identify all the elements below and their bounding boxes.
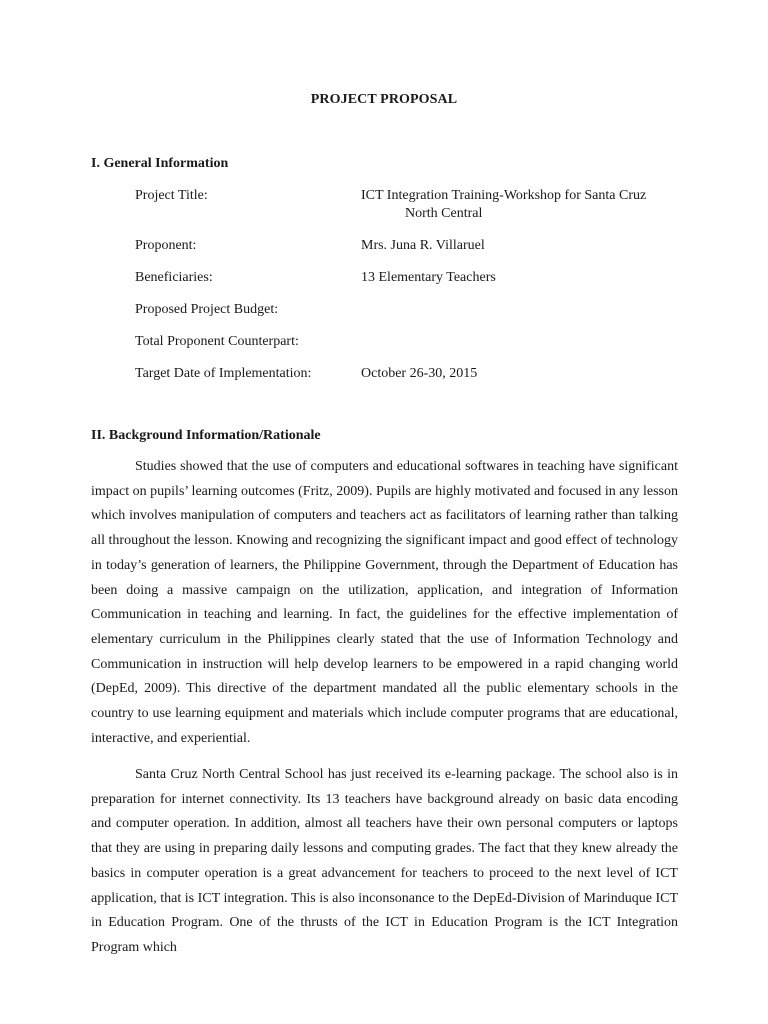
- info-label: Target Date of Implementation:: [135, 366, 312, 381]
- info-label: Proponent:: [135, 238, 197, 253]
- paragraph-background-1: Studies showed that the use of computers and educational softwares in teaching have significant impact on pupils’ learning outcomes (Fritz, 2009). Pupils are highly motivated and focused in any lesson which involves manipulation of computers and teachers act as facilitators of learning rather than talking all throughout the lesson. Knowing and recognizing the significant impact and good effect of technology in today’s generation of learners, the Philippine Government, through the Department of Education has been doing a massive campaign on the utilization, application, and integration of Information Communication in teaching and learning. In fact, the guidelines for the effective implementation of elementary curriculum in the Philippines clearly stated that the use of Information Technology and Communication in instruction will help develop learners to be empowered in a rapid changing world (DepEd, 2009). This directive of the department mandated all the public elementary schools in the country to use learning equipment and materials which include computer programs that are educational, interactive, and experiential.: [91, 459, 678, 746]
- info-value: 13 Elementary Teachers: [361, 270, 496, 285]
- section-heading-general-information: I. General Information: [91, 156, 229, 171]
- info-label: Proposed Project Budget:: [135, 302, 279, 317]
- section-heading-background-rationale: II. Background Information/Rationale: [91, 428, 321, 443]
- info-label: Total Proponent Counterpart:: [135, 334, 299, 349]
- info-label: Project Title:: [135, 188, 208, 203]
- document-title: PROJECT PROPOSAL: [310, 92, 458, 107]
- info-label: Beneficiaries:: [135, 270, 213, 285]
- info-value-continuation: North Central: [405, 206, 483, 221]
- info-value: ICT Integration Training-Workshop for Santa Cruz: [361, 188, 647, 203]
- info-value: Mrs. Juna R. Villaruel: [361, 238, 485, 253]
- paragraph-background-2: Santa Cruz North Central School has just received its e-learning package. The school also is in preparation for internet connectivity. Its 13 teachers have background already on basic data encoding and computer operation. In addition, almost all teachers have their own personal computers or laptops that they are using in preparing daily lessons and computing grades. The fact that they knew already the basics in computer operation is a great advancement for teachers to proceed to the next level of ICT application, that is ICT integration. This is also inconsonance to the DepEd-Division of Marinduque ICT in Education Program. One of the thrusts of the ICT in Education Program is the ICT Integration Program which: [91, 767, 678, 955]
- info-value: October 26-30, 2015: [361, 366, 478, 381]
